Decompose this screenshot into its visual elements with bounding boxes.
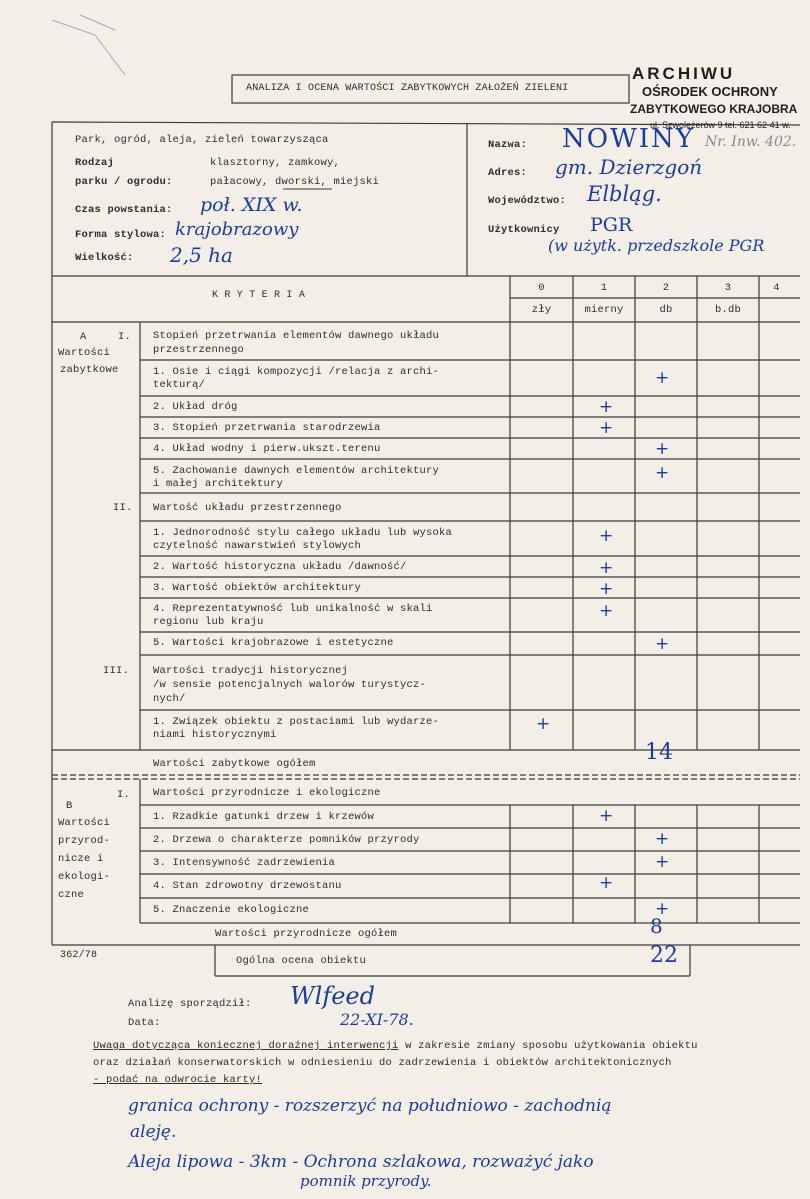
grade-header-1: mierny [584,304,624,316]
group3-number: III. [103,665,130,677]
score-mark: + [655,852,670,872]
score-mark: + [599,601,614,621]
handwritten-note-4: pomnik przyrody. [300,1172,432,1190]
nazwa-value: NOWINY [562,124,695,154]
row-a-text: 1. Jednorodność stylu całego układu lub wysoka [153,527,453,539]
row-a-text: 1. Związek obiektu z postaciami lub wydarze- [153,716,440,728]
kryteria-header: K R Y T E R I A [212,290,306,301]
section-b-number: I. [117,789,131,801]
score-mark: + [536,714,551,734]
group1-title: Stopień przetrwania elementów dawnego układu [153,330,440,342]
data-value: 22-XI-78. [340,1010,414,1029]
score-header-3: 3 [724,282,732,294]
score-header-0: 0 [538,282,545,294]
score-mark: + [599,806,614,826]
section-b-label-5: czne [58,889,85,901]
form-title: ANALIZA I OCENA WARTOŚCI ZABYTKOWYCH ZAŁOŻEŃ ZIELENI [246,83,569,94]
forma-value: krajobrazowy [175,219,299,240]
row-b-text: 3. Intensywność zadrzewienia [153,857,336,869]
section-b-label-3: nicze i [58,853,104,865]
score-mark: + [599,397,614,417]
score-mark: + [599,558,614,578]
czas-value: poł. XIX w. [200,194,303,216]
section-b-label-1: Wartości [58,817,111,829]
score-mark: + [655,368,670,388]
row-a-text: 5. Wartości krajobrazowe i estetyczne [153,637,394,649]
group2-title: Wartość układu przestrzennego [153,502,342,514]
section-a-label-1: Wartości [58,347,111,359]
score-header-4: 4 [773,282,780,294]
signature: Wlfeed [290,982,375,1010]
score-mark: + [599,526,614,546]
group3-title-1: Wartości tradycji historycznej [153,665,349,677]
score-header-1: 1 [600,282,608,294]
score-mark: + [599,579,614,599]
group1-title-2: przestrzennego [153,344,245,356]
wielkosc-label: Wielkość: [75,252,134,264]
row-a-text: 4. Reprezentatywność lub unikalność w skali [153,603,433,615]
row-a-text: 3. Wartość obiektów architektury [153,582,362,594]
uzytkownicy-value: PGR [590,214,633,236]
row-a-text-2: tekturą/ [153,379,206,391]
section-b-title: Wartości przyrodnicze i ekologiczne [153,787,381,799]
sum-a-label: Wartości zabytkowe ogółem [153,758,316,770]
parku-label: parku / ogrodu: [75,176,173,188]
forma-label: Forma stylowa: [75,229,167,241]
czas-label: Czas powstania: [75,204,173,216]
park-type-line: Park, ogród, aleja, zieleń towarzysząca [75,134,329,146]
row-a-text-2: niami historycznymi [153,729,277,741]
row-b-text: 1. Rzadkie gatunki drzew i krzewów [153,811,375,823]
uwaga-rest: w zakresie zmiany sposobu użytkowania obiektu [398,1040,698,1052]
score-mark: + [655,463,670,483]
rodzaj-options-1: klasztorny, zamkowy, [210,157,341,169]
uwaga-line-3: - podać na odwrocie karty! [93,1074,263,1086]
total-label: Ogólna ocena obiektu [236,955,367,967]
section-b-label-4: ekologi- [58,871,111,883]
handwritten-note-2: aleję. [130,1122,177,1142]
section-a-letter: A [80,331,87,343]
inventory-number: Nr. Inw. 402. [705,134,797,150]
sum-b-label: Wartości przyrodnicze ogółem [215,928,398,940]
section-b-label-2: przyrod- [58,835,111,847]
grade-header-2: db [659,304,673,316]
row-a-text: 2. Układ dróg [153,401,238,413]
archive-stamp-line4: ul. Szwoleżerów 9 tel. 621 62 41 w. [650,120,791,130]
archive-stamp-line1: ARCHIWU [632,64,736,83]
rodzaj-options-2: pałacowy, dworski, miejski [210,176,380,188]
catalog-number: 362/78 [60,950,98,961]
grade-header-3: b.db [714,304,741,316]
group2-number: II. [113,502,133,514]
section-a-label-2: zabytkowe [60,364,119,376]
row-b-text: 4. Stan zdrowotny drzewostanu [153,880,342,892]
archive-stamp-line2: OŚRODEK OCHRONY [642,84,778,99]
handwritten-note-3: Aleja lipowa - 3km - Ochrona szlakowa, rozważyć jako [128,1152,594,1172]
score-mark: + [655,439,670,459]
wojewodztwo-value: Elbląg. [587,182,662,206]
uzytkownicy-label: Użytkownicy [488,224,560,236]
data-label: Data: [128,1017,161,1029]
score-header-2: 2 [662,282,670,294]
analize-label: Analizę sporządził: [128,998,252,1010]
total-value: 22 [650,943,678,968]
row-a-text: 1. Osie i ciągi kompozycji /relacja z archi- [153,366,440,378]
row-a-text-2: i małej architektury [153,478,284,490]
sum-a-value: 14 [645,740,673,765]
wielkosc-value: 2,5 ha [170,243,233,267]
row-b-text: 2. Drzewa o charakterze pomników przyrody [153,834,420,846]
row-a-text-2: regionu lub kraju [153,616,264,628]
uwaga-line-1 [93,1040,698,1052]
score-mark: + [599,873,614,893]
sum-b-value: 8 [650,914,663,938]
row-b-text: 5. Znaczenie ekologiczne [153,904,310,916]
row-a-text: 2. Wartość historyczna układu /dawność/ [153,561,407,573]
score-mark: + [655,899,670,919]
row-a-text: 4. Układ wodny i pierw.ukszt.terenu [153,443,381,455]
group3-title-3: nych/ [153,693,186,705]
wojewodztwo-label: Województwo: [488,195,567,207]
nazwa-label: Nazwa: [488,139,528,151]
archive-stamp-line3: ZABYTKOWEGO KRAJOBRA [630,102,798,116]
grade-header-0: zły [531,304,552,316]
uwaga-line-2: oraz działań konserwatorskich w odniesieniu do zadrzewienia i obiektów architektonicznych [93,1057,672,1069]
row-a-text-2: czytelność nawarstwień stylowych [153,540,362,552]
score-mark: + [599,418,614,438]
score-mark: + [655,634,670,654]
adres-label: Adres: [488,167,528,179]
rodzaj-label: Rodzaj [75,157,115,169]
group3-title-2: /w sensie potencjalnych walorów turystycz- [153,679,427,691]
row-a-text: 3. Stopień przetrwania starodrzewia [153,422,381,434]
uzytkownicy-note: (w użytk. przedszkole PGR [548,236,765,255]
uwaga-underlined: Uwaga dotycząca koniecznej doraźnej interwencji [93,1040,399,1052]
score-mark: + [655,829,670,849]
section-a-number: I. [118,331,132,343]
handwritten-note-1: granica ochrony - rozszerzyć na południowo - zachodnią [128,1096,612,1116]
row-a-text: 5. Zachowanie dawnych elementów architektury [153,465,440,477]
section-b-letter: B [66,800,73,812]
adres-value: gm. Dzierzgoń [555,155,703,179]
